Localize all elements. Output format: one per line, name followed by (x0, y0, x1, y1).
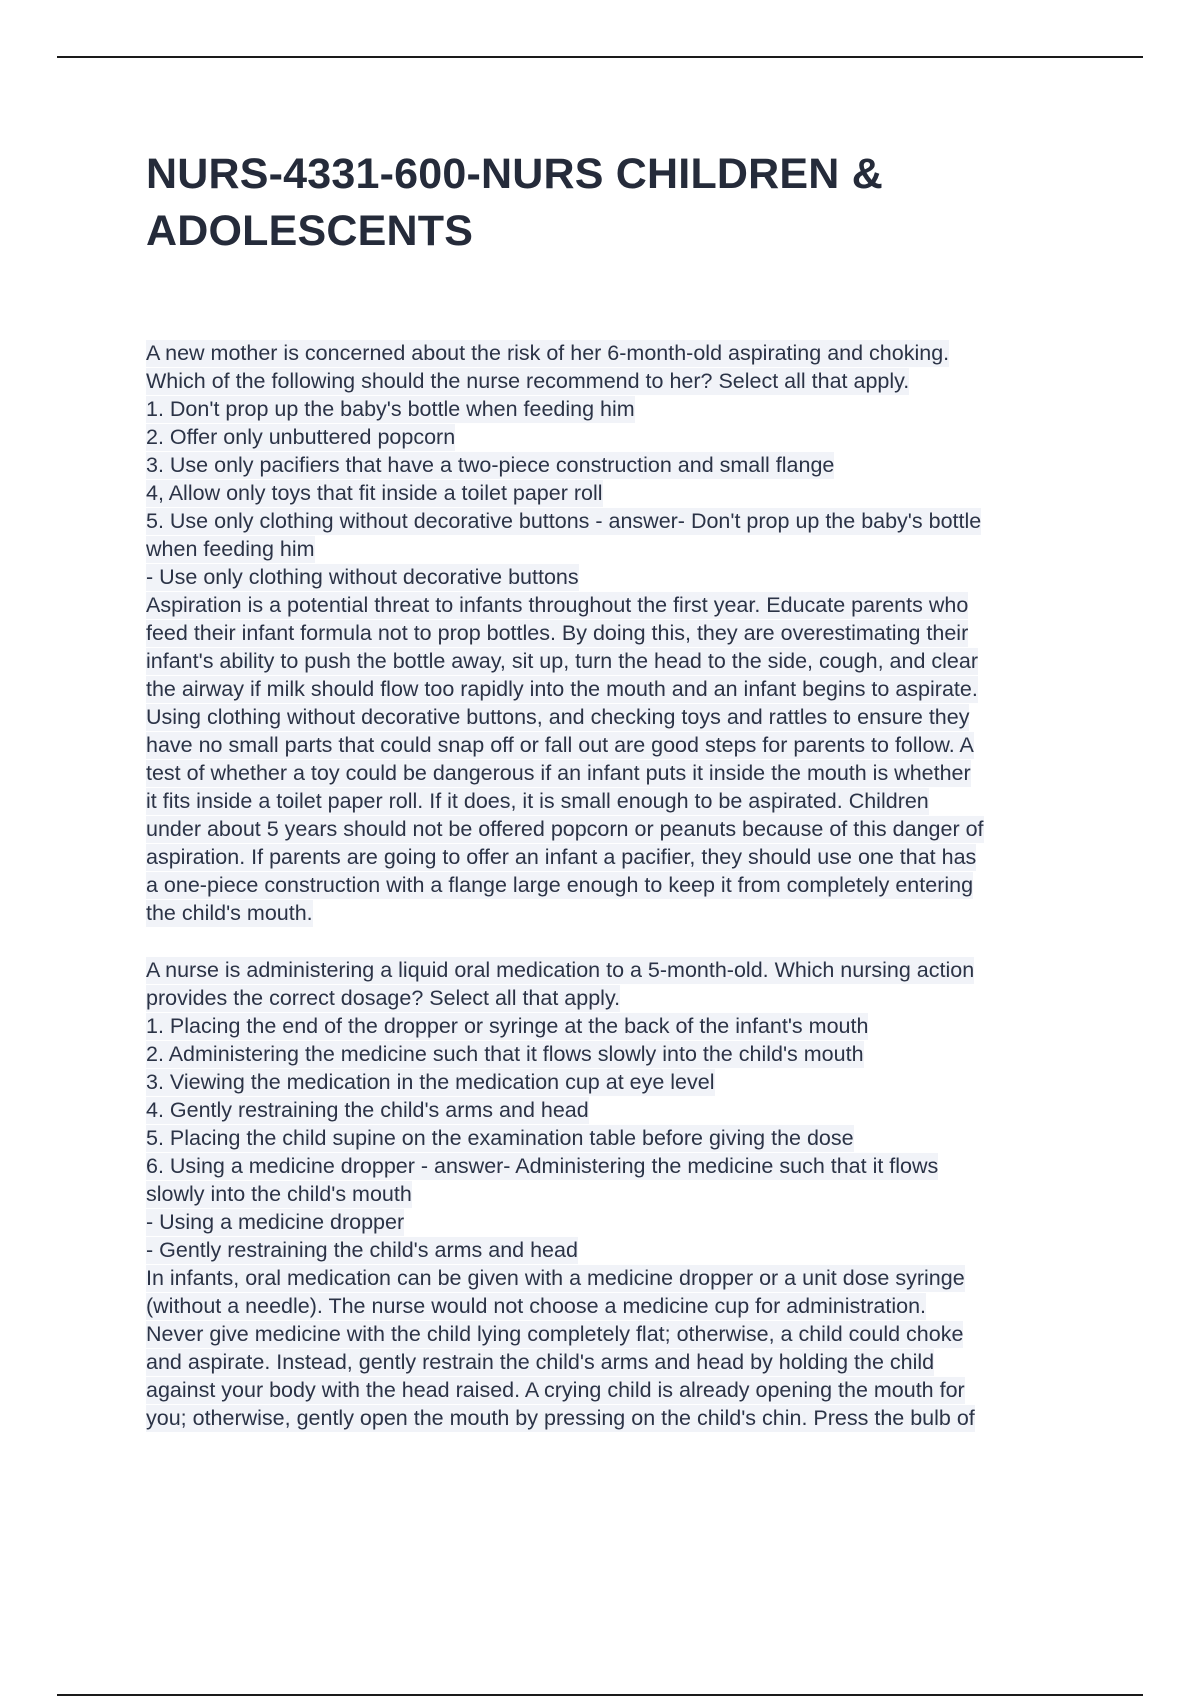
text-line-content: provides the correct dosage? Select all that apply. (146, 986, 621, 1010)
text-line (146, 1152, 1106, 1180)
text-line-content: In infants, oral medication can be given with a medicine dropper or a unit dose syringe (146, 1266, 965, 1290)
text-line (146, 956, 1106, 984)
text-line-content: 2. Administering the medicine such that it flows slowly into the child's mouth (146, 1042, 864, 1066)
text-line (146, 479, 1106, 507)
text-line (146, 843, 1106, 871)
text-line-content: 4, Allow only toys that fit inside a toilet paper roll (146, 481, 603, 505)
text-line (146, 1348, 1106, 1376)
text-line-content: have no small parts that could snap off or fall out are good steps for parents to follow. A (146, 733, 974, 757)
text-line-content: you; otherwise, gently open the mouth by pressing on the child's chin. Press the bulb of (146, 1406, 975, 1430)
text-line (146, 367, 1106, 395)
text-line (146, 1180, 1106, 1208)
text-line-content: Never give medicine with the child lying completely flat; otherwise, a child could choke (146, 1322, 964, 1346)
title-line: ADOLESCENTS (146, 207, 474, 255)
document-body (146, 339, 1106, 1461)
text-line (146, 1320, 1106, 1348)
text-line (146, 899, 1106, 927)
text-line-content: 1. Placing the end of the dropper or syringe at the back of the infant's mouth (146, 1014, 869, 1038)
text-line-content: 2. Offer only unbuttered popcorn (146, 425, 456, 449)
text-line (146, 984, 1106, 1012)
text-line (146, 759, 1106, 787)
text-line (146, 535, 1106, 563)
text-line (146, 675, 1106, 703)
text-line (146, 563, 1106, 591)
text-line (146, 451, 1106, 479)
page-title (146, 146, 1106, 260)
text-line (146, 1264, 1106, 1292)
text-line (146, 591, 1106, 619)
text-line-content: aspiration. If parents are going to offer an infant a pacifier, they should use one that has (146, 845, 977, 869)
text-line-content: the airway if milk should flow too rapidly into the mouth and an infant begins to aspirate. (146, 677, 978, 701)
text-line-content: 5. Placing the child supine on the examination table before giving the dose (146, 1126, 854, 1150)
text-line-content: - Gently restraining the child's arms and head (146, 1238, 578, 1262)
text-line-content: Using clothing without decorative buttons, and checking toys and rattles to ensure they (146, 705, 970, 729)
text-line (146, 1208, 1106, 1236)
text-line-content: a one-piece construction with a flange large enough to keep it from completely entering (146, 873, 974, 897)
text-line-content: 5. Use only clothing without decorative buttons - answer- Don't prop up the baby's bottle (146, 509, 982, 533)
text-line-content: against your body with the head raised. A crying child is already opening the mouth for (146, 1378, 965, 1402)
text-line-content: it fits inside a toilet paper roll. If it does, it is small enough to be aspirated. Children (146, 789, 929, 813)
text-line-content: A nurse is administering a liquid oral medication to a 5-month-old. Which nursing action (146, 958, 975, 982)
text-line (146, 1124, 1106, 1152)
top-divider (57, 56, 1143, 58)
question-block (146, 339, 1106, 927)
text-line (146, 815, 1106, 843)
text-line (146, 619, 1106, 647)
text-line-content: when feeding him (146, 537, 315, 561)
text-line (146, 1096, 1106, 1124)
text-line-content: - Using a medicine dropper (146, 1210, 405, 1234)
text-line-content: test of whether a toy could be dangerous if an infant puts it inside the mouth is whether (146, 761, 971, 785)
text-line (146, 1376, 1106, 1404)
text-line-content: 4. Gently restraining the child's arms and head (146, 1098, 589, 1122)
text-line (146, 871, 1106, 899)
text-line (146, 1068, 1106, 1096)
text-line-content: A new mother is concerned about the risk of her 6-month-old aspirating and choking. (146, 341, 950, 365)
text-line-content: Aspiration is a potential threat to infants throughout the first year. Educate parents who (146, 593, 969, 617)
text-line (146, 423, 1106, 451)
text-line-content: 6. Using a medicine dropper - answer- Administering the medicine such that it flows (146, 1154, 939, 1178)
text-line (146, 1040, 1106, 1068)
title-line: NURS-4331-600-NURS CHILDREN & (146, 150, 883, 198)
text-line (146, 1236, 1106, 1264)
text-line (146, 703, 1106, 731)
text-line-content: infant's ability to push the bottle away, sit up, turn the head to the side, cough, and clear (146, 649, 978, 673)
text-line-content: Which of the following should the nurse recommend to her? Select all that apply. (146, 369, 910, 393)
text-line-content: slowly into the child's mouth (146, 1182, 412, 1206)
question-block (146, 956, 1106, 1432)
text-line-content: (without a needle). The nurse would not choose a medicine cup for administration. (146, 1294, 927, 1318)
text-line-content: 3. Use only pacifiers that have a two-piece construction and small flange (146, 453, 835, 477)
text-line (146, 1404, 1106, 1432)
text-line (146, 1292, 1106, 1320)
text-line (146, 1012, 1106, 1040)
text-line-content: under about 5 years should not be offered popcorn or peanuts because of this danger of (146, 817, 984, 841)
bottom-divider (57, 1694, 1143, 1696)
text-line-content: and aspirate. Instead, gently restrain the child's arms and head by holding the child (146, 1350, 935, 1374)
text-line (146, 395, 1106, 423)
text-line (146, 647, 1106, 675)
text-line-content: - Use only clothing without decorative buttons (146, 565, 579, 589)
text-line-content: 3. Viewing the medication in the medication cup at eye level (146, 1070, 715, 1094)
text-line-content: the child's mouth. (146, 901, 313, 925)
text-line (146, 787, 1106, 815)
text-line-content: 1. Don't prop up the baby's bottle when feeding him (146, 397, 635, 421)
text-line (146, 731, 1106, 759)
text-line-content: feed their infant formula not to prop bottles. By doing this, they are overestimating their (146, 621, 969, 645)
text-line (146, 339, 1106, 367)
text-line (146, 507, 1106, 535)
